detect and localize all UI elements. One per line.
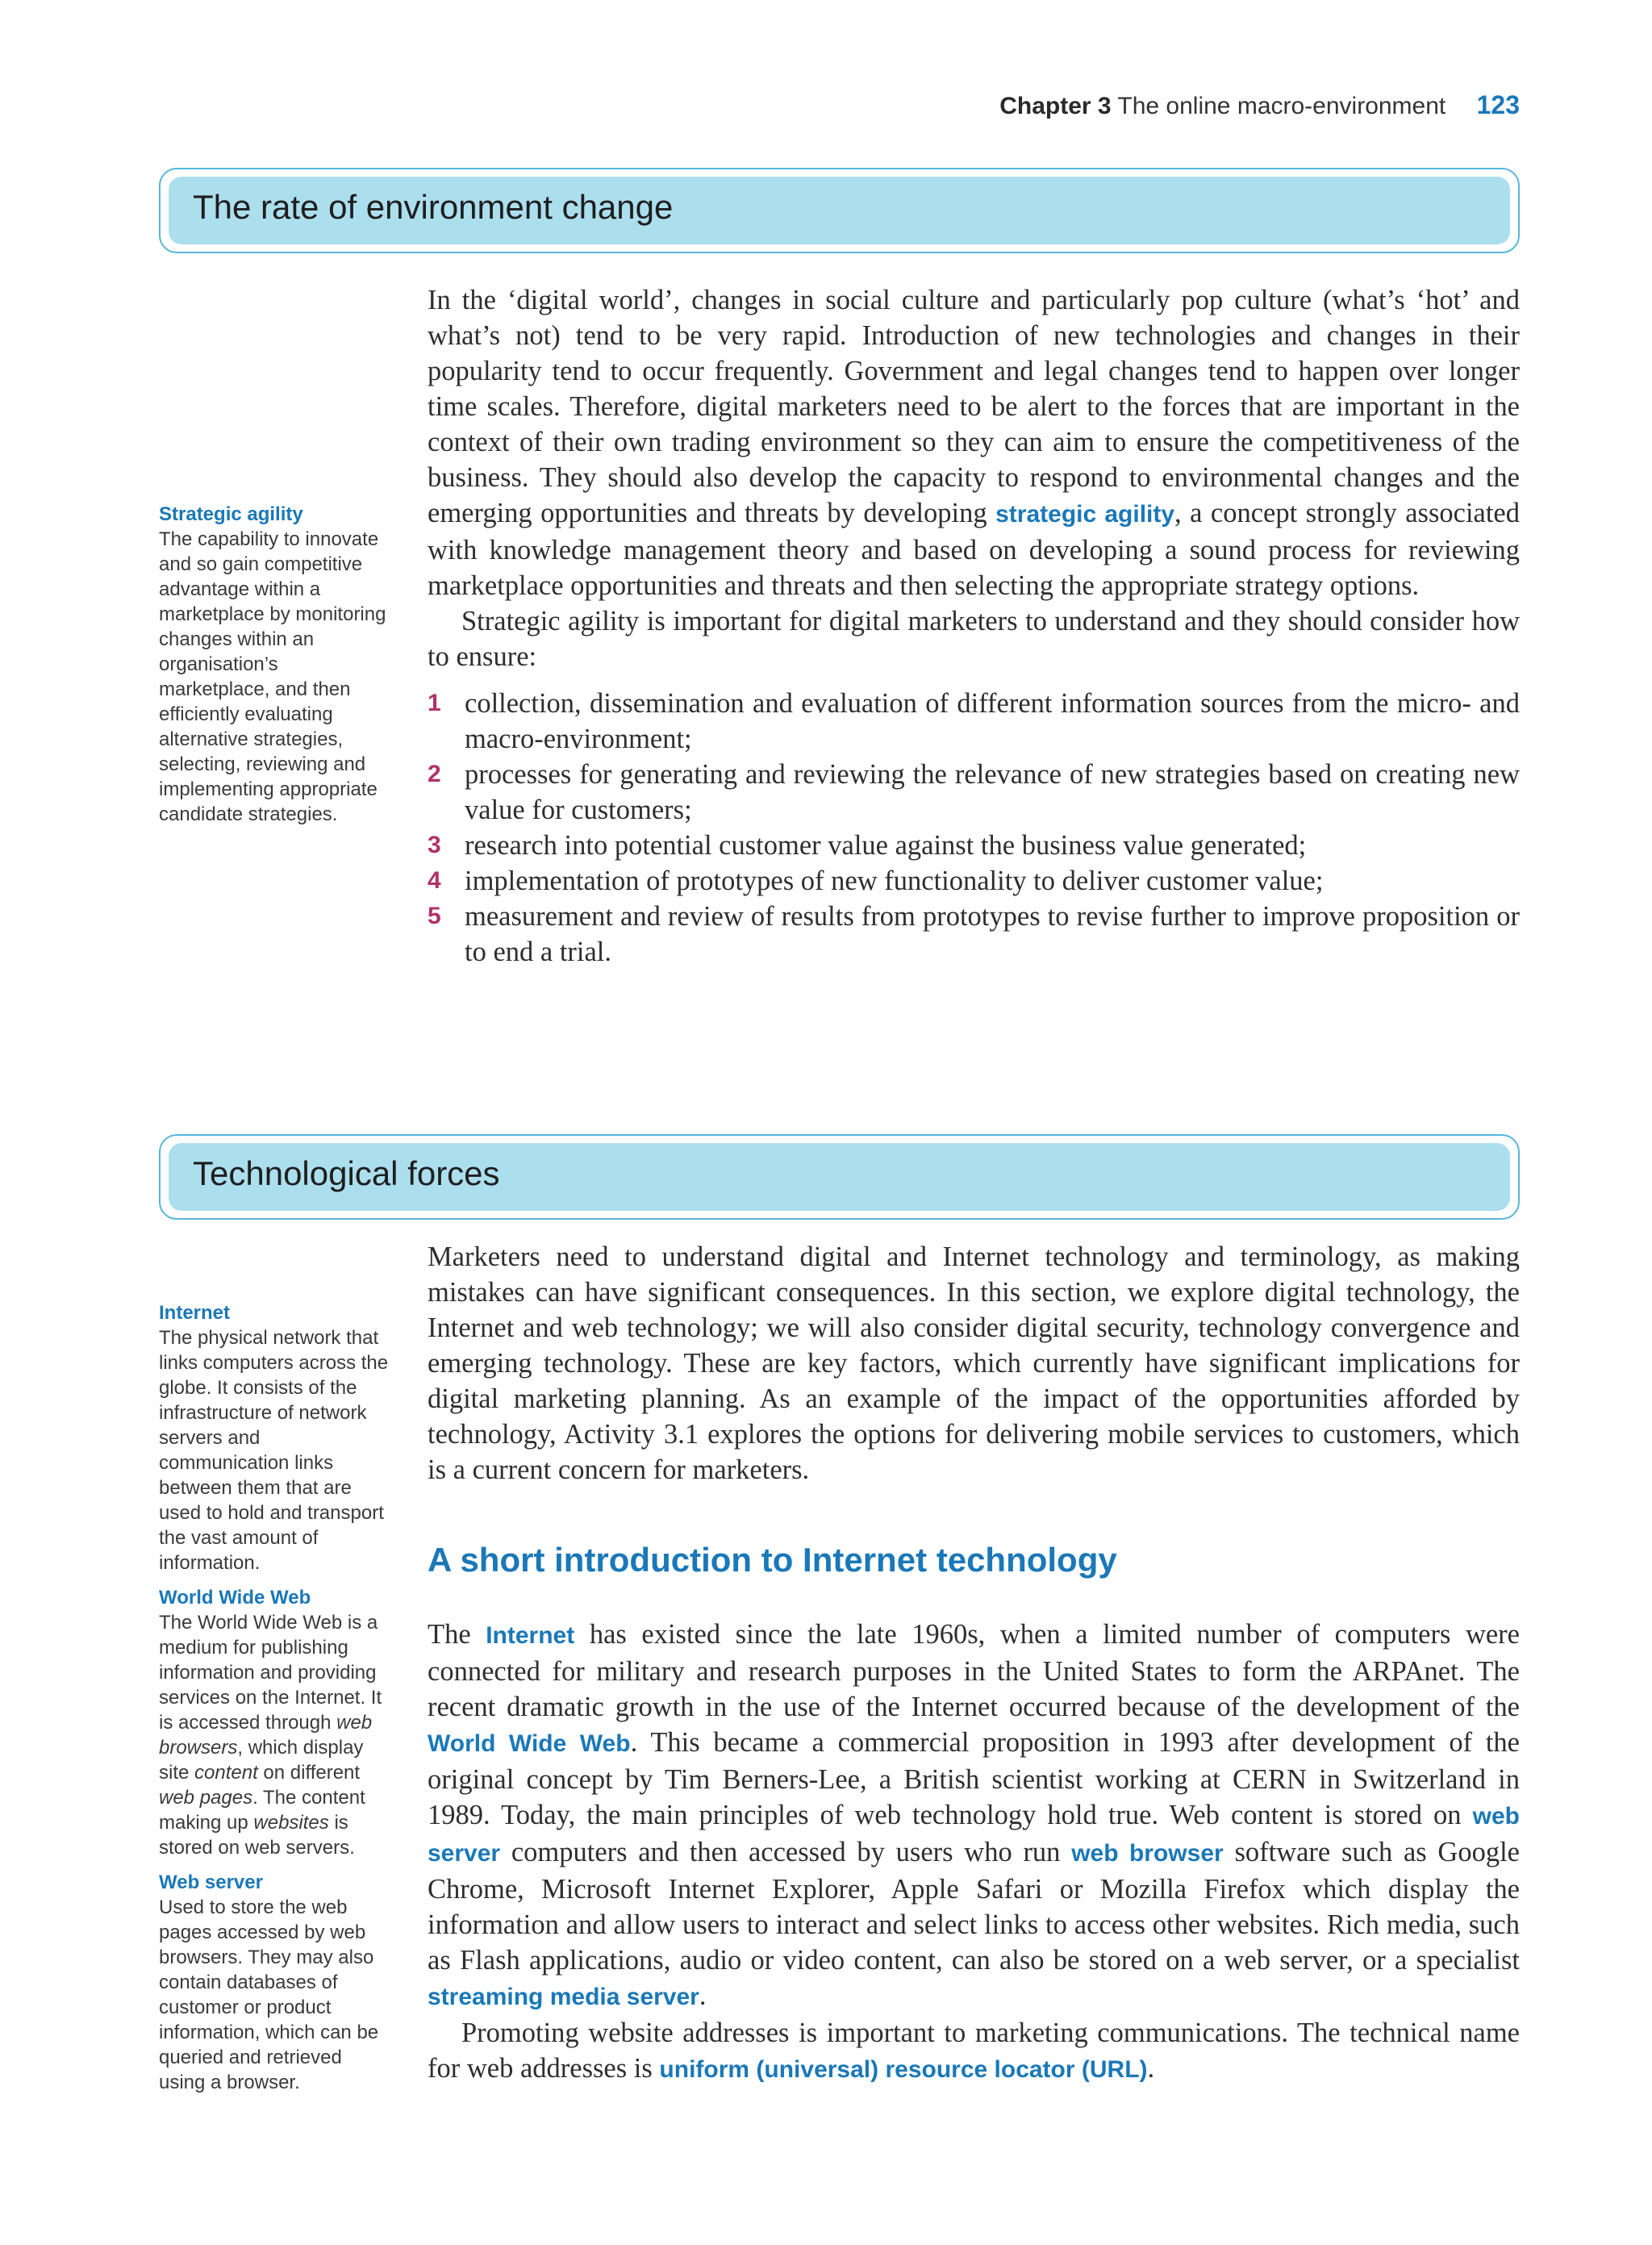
paragraph [428, 282, 1520, 603]
text-run: software such as Google Chrome, Microsoft Internet Explorer, Apple Safari or Mozilla Firefox which display the information and allow users to interact and select links to access other websites. Rich media, such as Flash applications, audio or video content, can also be stored on a web server, or a specialist [428, 1837, 1520, 1976]
keyword-url: uniform (universal) resource locator (URL) [659, 2056, 1148, 2083]
text-run: . This became a commercial proposition in 1993 after development of the original concept by Tim Berners-Lee, a British scientist working at CERN in Switzerland in 1989. Today, the main principles of web technology hold true. Web content is stored on [428, 1727, 1520, 1830]
margin-term: Internet [159, 1302, 231, 1324]
list-number: 4 [428, 867, 441, 894]
text-run: . [1147, 2053, 1155, 2084]
list-number: 3 [428, 832, 441, 858]
margin-note-web-server [159, 1870, 393, 2095]
list-number: 2 [428, 761, 441, 787]
keyword-streaming-media-server: streaming media server [428, 1984, 699, 2010]
section2-intro [428, 1239, 1520, 1488]
margin-notes-technology [159, 1300, 393, 2095]
text-run: , which display site [159, 1737, 364, 1784]
numbered-list [428, 686, 1520, 970]
section-title: Technological forces [193, 1154, 500, 1192]
text-run: has existed since the late 1960s, when a limited number of computers were connected for military and research purposes in the United States to form the ARPAnet. The recent dramatic growth in the use of the Internet occurred because of the development of the [428, 1619, 1520, 1722]
text-run: . The content making up [159, 1787, 365, 1834]
paragraph: Marketers need to understand digital and Internet technology and terminology, as making mistakes can have significant consequences. In this section, we explore digital technology, the Internet and web technology; we will also consider digital security, technology convergence and emerging technology. These are key factors, which currently have significant implications for digital marketing planning. As an example of the impact of the opportunities afforded by technology, Activity 3.1 explores the options for delivering mobile services to customers, which is a current concern for marketers. [428, 1241, 1520, 1485]
margin-note-strategic-agility [159, 502, 393, 827]
list-item [428, 686, 1520, 757]
list-text: collection, dissemination and evaluation of different information sources from the micro- and macro-environment; [465, 688, 1520, 754]
text-run: . [699, 1980, 707, 2011]
section1-body [428, 282, 1520, 970]
keyword-world-wide-web: World Wide Web [428, 1730, 631, 1757]
section2-body [428, 1617, 1520, 2088]
paragraph: Strategic agility is important for digital marketers to understand and they should consider how to ensure: [428, 606, 1520, 672]
text-run: websites [253, 1812, 329, 1834]
margin-note-world-wide-web [159, 1585, 393, 1860]
text-run: web pages [159, 1787, 253, 1809]
margin-term: World Wide Web [159, 1587, 311, 1609]
list-item [428, 828, 1520, 863]
text-run: The World Wide Web is a medium for publishing information and providing services on the Internet. It is accessed through [159, 1612, 382, 1734]
text-run: In the ‘digital world’, changes in social culture and particularly pop culture (what’s ‘hot’ and what’s not) tend to be very rapid. Introduction of new technologies and changes in their popularity tend to occur frequently. Government and legal changes tend to happen over longer time scales. Therefore, digital marketers need to be alert to the forces that are important in the context of their own trading environment so they can aim to ensure the competitiveness of the business. They should also develop the capacity to respond to environmental changes and the emerging opportunities and threats by developing [428, 285, 1520, 528]
list-item [428, 757, 1520, 828]
page-number: 123 [1476, 90, 1520, 119]
margin-note-internet [159, 1300, 393, 1575]
text-run: , a concept strongly associated with knowledge management theory and based on developing a sound process for reviewing marketplace opportunities and threats and then selecting the appropriate strategy options. [428, 498, 1520, 601]
margin-term: Web server [159, 1872, 263, 1893]
paragraph [428, 1617, 1520, 2015]
list-text: research into potential customer value against the business value generated; [465, 830, 1307, 861]
chapter-title: The online macro-environment [1117, 93, 1446, 119]
text-run: computers and then accessed by users who run [500, 1837, 1072, 1867]
subheading: A short introduction to Internet technology [428, 1541, 1117, 1579]
list-text: processes for generating and reviewing the relevance of new strategies based on creating new value for customers; [465, 759, 1520, 825]
margin-term: Strategic agility [159, 503, 303, 525]
keyword-web-server: web server [428, 1803, 1520, 1867]
text-run: on different [257, 1762, 361, 1784]
text-run: The [428, 1619, 486, 1650]
section-title: The rate of environment change [193, 188, 674, 226]
section-banner-rate-of-change [159, 168, 1520, 253]
text-run: is stored on web servers. [159, 1812, 355, 1859]
keyword-internet: Internet [486, 1622, 575, 1649]
text-run: web browsers [159, 1712, 373, 1759]
text-run: Promoting website addresses is important to marketing communications. The technical name for web addresses is [428, 2018, 1520, 2084]
margin-definition: The capability to innovate and so gain competitive advantage within a marketplace by monitoring changes within an organisation’s marketplace, and then efficiently evaluating alternative strategies, selecting, reviewing and implementing appropriate candidate strategies. [159, 528, 386, 825]
keyword-strategic-agility: strategic agility [995, 501, 1175, 528]
text-run: content [194, 1762, 258, 1784]
margin-definition: Used to store the web pages accessed by web browsers. They may also contain databases of customer or product information, which can be queried and retrieved using a browser. [159, 1897, 379, 2093]
list-text: implementation of prototypes of new functionality to deliver customer value; [465, 866, 1324, 896]
paragraph [428, 2015, 1520, 2088]
margin-definition: The physical network that links computers across the globe. It consists of the infrastructure of network servers and communication links between them that are used to hold and transport the vast amount of information. [159, 1327, 389, 1574]
keyword-web-browser: web browser [1071, 1840, 1224, 1867]
list-number: 5 [428, 903, 441, 929]
running-header [999, 90, 1520, 120]
list-number: 1 [428, 690, 441, 716]
list-item [428, 899, 1520, 970]
section-banner-technological-forces [159, 1134, 1520, 1220]
list-text: measurement and review of results from prototypes to revise further to improve proposition or to end a trial. [465, 901, 1520, 967]
list-item [428, 863, 1520, 899]
chapter-label: Chapter 3 [999, 93, 1112, 119]
